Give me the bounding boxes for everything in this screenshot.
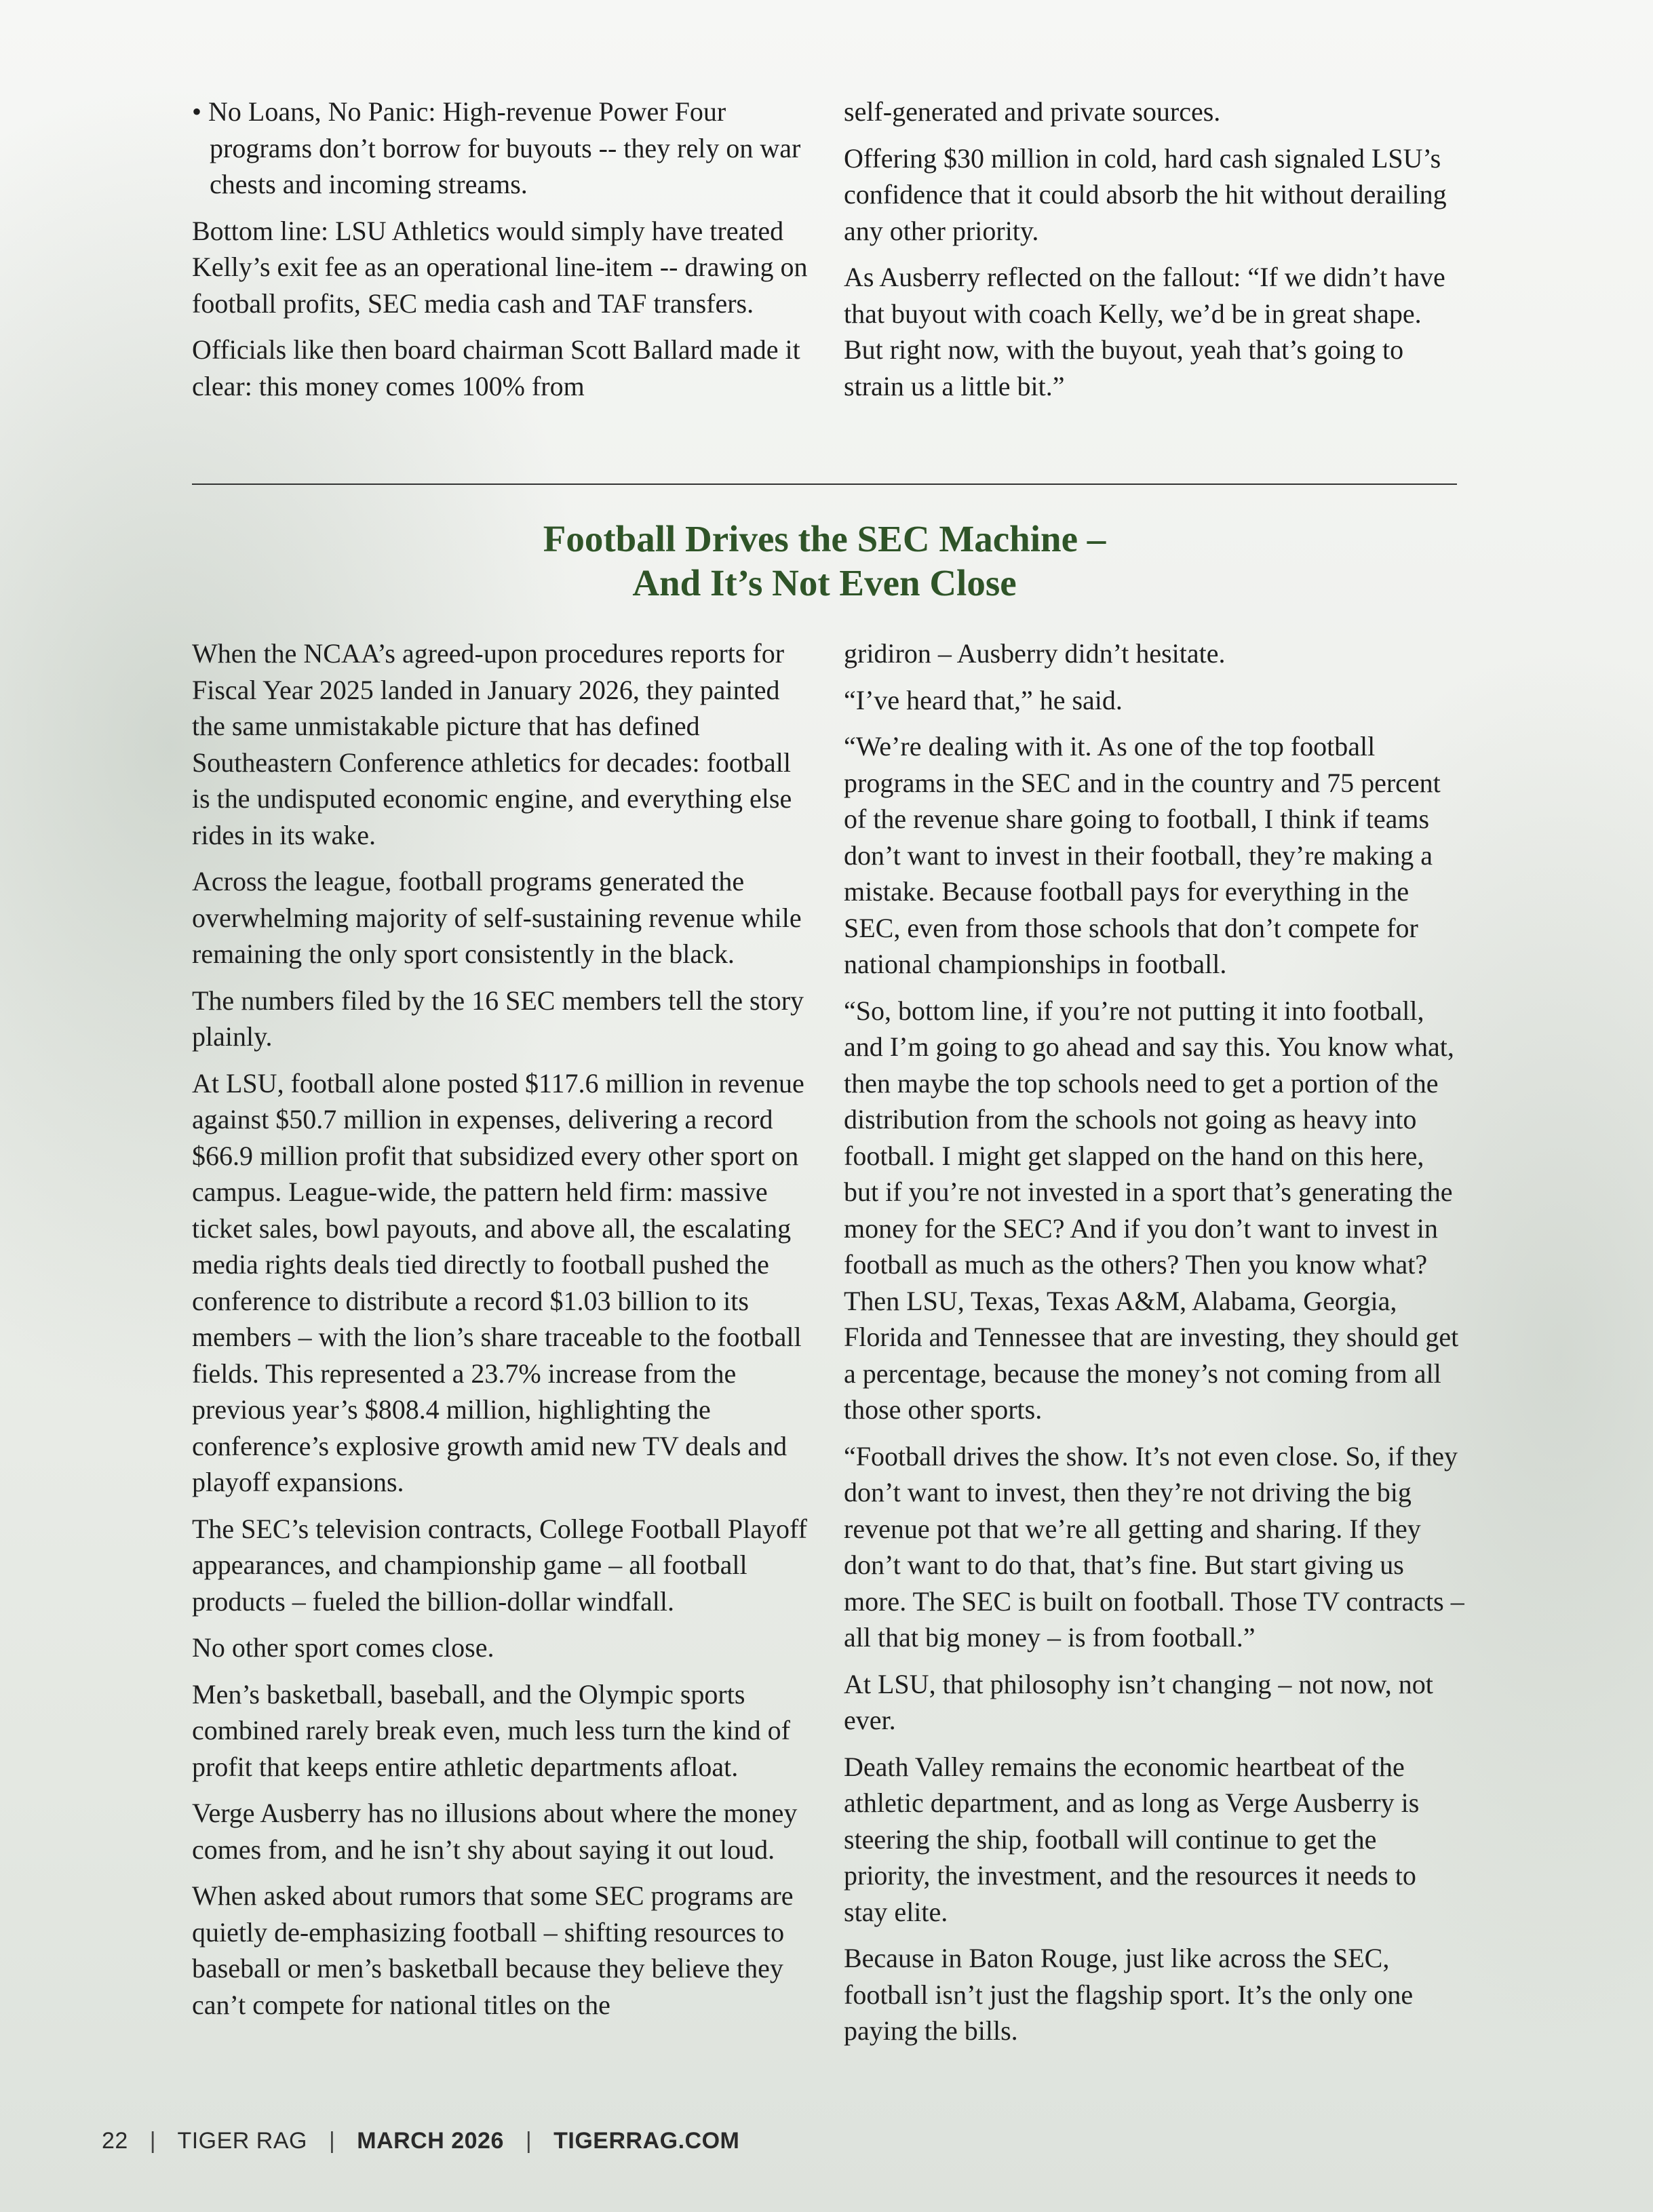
paragraph: “I’ve heard that,” he said. — [844, 684, 1123, 715]
paragraph: • No Loans, No Panic: High-revenue Power Four programs don’t borrow for buyouts -- they rely on war chests and incoming streams. — [192, 96, 801, 199]
paragraph: “So, bottom line, if you’re not putting it into football, and I’m going to go ahead and say this. You know what, then maybe the top schools need to get a portion of the distribution from the schools not going as heavy into football. I might get slapped on the hand on this here, but if you’re not invested in a sport that’s generating the money for the SEC? And if you don’t want to invest in football as much as the others? Then you know what? Then LSU, Texas, Texas A&M, Alabama, Georgia, Florida and Tennessee that are investing, they should get a percentage, because the money’s not coming from all those other sports. — [844, 995, 1459, 1425]
paragraph: When the NCAA’s agreed-upon procedures reports for Fiscal Year 2025 landed in January 2026, they painted the same unmistakable picture that has defined Southeastern Conference athletics for decades: football is the undisputed economic engine, and everything else rides in its wake. — [192, 638, 792, 850]
paragraph: self-generated and private sources. — [844, 96, 1221, 127]
headline-line-1: Football Drives the SEC Machine – — [543, 518, 1106, 559]
website-link[interactable]: TIGERRAG.COM — [553, 2128, 740, 2154]
footer-separator: | — [149, 2128, 157, 2154]
paragraph: “Football drives the show. It’s not even close. So, if they don’t want to invest, then they’re not driving the big revenue pot that we’re all getting and sharing. If they don’t want to do that, that’s fine. But start giving us more. The SEC is built on football. Those TV contracts – all that big money – is from football.” — [844, 1440, 1464, 1653]
paragraph: Verge Ausberry has no illusions about where the money comes from, and he isn’t shy about saying it out loud. — [192, 1798, 798, 1865]
footer-separator: | — [525, 2128, 532, 2154]
article-left-column — [192, 635, 813, 2033]
top-right-column — [844, 94, 1464, 414]
paragraph: The numbers filed by the 16 SEC members tell the story plainly. — [192, 985, 804, 1052]
publication-name: TIGER RAG — [177, 2128, 307, 2154]
footer-separator: | — [328, 2128, 336, 2154]
section-divider — [192, 483, 1457, 485]
paragraph: At LSU, football alone posted $117.6 million in revenue against $50.7 million in expenses, delivering a record $66.9 million profit that subsidized every other sport on campus. League-wide, the pattern held firm: massive ticket sales, bowl payouts, and above all, the escalating media rights deals tied directly to football pushed the conference to distribute a record $1.03 billion to its members – with the lion’s share traceable to the football fields. This represented a 23.7% increase from the previous year’s $808.4 million, highlighting the conference’s explosive growth amid new TV deals and playoff expansions. — [192, 1067, 804, 1497]
paragraph: The SEC’s television contracts, College Football Playoff appearances, and championship game – all football products – fueled the billion-dollar windfall. — [192, 1513, 807, 1617]
paragraph: When asked about rumors that some SEC programs are quietly de-emphasizing football – shifting resources to baseball or men’s basketball because they believe they can’t compete for national titles on the — [192, 1880, 794, 2020]
paragraph: gridiron – Ausberry didn’t hesitate. — [844, 638, 1226, 669]
paragraph: Offering $30 million in cold, hard cash signaled LSU’s confidence that it could absorb the hit without derailing any other priority. — [844, 142, 1447, 246]
paragraph: Officials like then board chairman Scott Ballard made it clear: this money comes 100% from — [192, 334, 800, 401]
paragraph: “We’re dealing with it. As one of the top football programs in the SEC and in the country and 75 percent of the revenue share going to football, I think if teams don’t want to invest in their football, they’re making a mistake. Because football pays for everything in the SEC, even from those schools that don’t compete for national championships in football. — [844, 731, 1441, 979]
paragraph: Men’s basketball, baseball, and the Olympic sports combined rarely break even, much less turn the kind of profit that keeps entire athletic departments afloat. — [192, 1678, 790, 1782]
page-footer — [102, 2128, 754, 2154]
headline-line-2: And It’s Not Even Close — [632, 562, 1017, 604]
issue-date: MARCH 2026 — [357, 2128, 504, 2154]
paragraph: Because in Baton Rouge, just like across the SEC, football isn’t just the flagship sport. It’s the only one paying the bills. — [844, 1943, 1414, 2046]
article-right-column — [844, 635, 1464, 2059]
top-left-column — [192, 94, 813, 414]
paragraph: Death Valley remains the economic heartbeat of the athletic department, and as long as Verge Ausberry is steering the ship, football will continue to get the priority, the investment, and the resources it needs to stay elite. — [844, 1751, 1420, 1927]
paragraph: Bottom line: LSU Athletics would simply have treated Kelly’s exit fee as an operational line-item -- drawing on football profits, SEC media cash and TAF transfers. — [192, 215, 808, 319]
article-headline — [192, 517, 1457, 605]
paragraph: As Ausberry reflected on the fallout: “If we didn’t have that buyout with coach Kelly, we’d be in great shape. But right now, with the buyout, yeah that’s going to strain us a little bit.” — [844, 262, 1445, 401]
page-number: 22 — [102, 2128, 128, 2154]
paragraph: No other sport comes close. — [192, 1632, 494, 1663]
paragraph: Across the league, football programs generated the overwhelming majority of self-sustaining revenue while remaining the only sport consistently in the black. — [192, 866, 802, 969]
paragraph: At LSU, that philosophy isn’t changing – not now, not ever. — [844, 1668, 1433, 1735]
